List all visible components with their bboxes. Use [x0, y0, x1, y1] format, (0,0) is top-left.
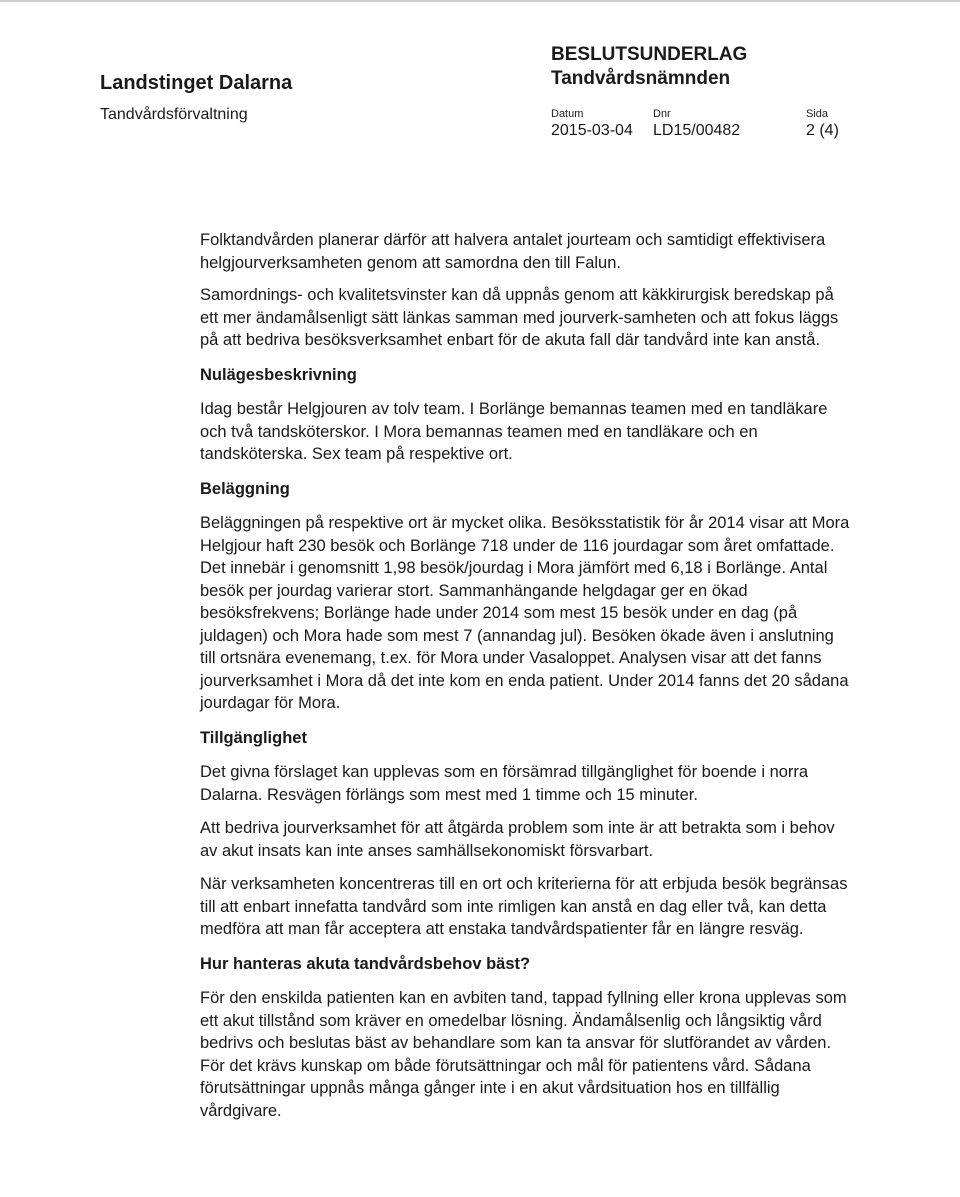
page-label: Sida: [806, 108, 829, 120]
paragraph-samordning: Samordnings- och kvalitetsvinster kan då uppnås genom att käkkirurgisk beredskap på ett mer ändamålsenligt sätt länkas samman med jourverk-samheten och att fokus läggs på att bedriva besöksverksamhet enbart för de akuta fall där tandvård inte kan anstå.: [200, 286, 839, 349]
document-type: BESLUTSUNDERLAG: [551, 44, 748, 65]
paragraph-tillganglighet-3: När verksamheten koncentreras till en ort och kriterierna för att erbjuda besök begränsas till att enbart innefatta tandvård som inte rimligen kan anstå en dag eller två, kan detta medföra att man får acceptera att enstaka tandvårdspatienter får en längre resväg.: [200, 875, 848, 938]
paragraph-akuta-tandvardsbehov: För den enskilda patienten kan en avbiten tand, tappad fyllning eller krona upplevas som ett akut tillstånd som kräver en omedelbar lösning. Ändamålsenlig och långsiktig vård bedrivs och beslutas bäst av behandlare som kan ta ansvar för slutförandet av vården. För det krävs kunskap om både förutsättningar och mål för patientens vård. Sådana förutsättningar uppnås många gånger inte i en akut vårdsituation hos en tillfällig vårdgivare.: [200, 989, 847, 1120]
date-label: Datum: [551, 108, 584, 120]
paragraph-tillganglighet-1: Det givna förslaget kan upplevas som en försämrad tillgänglighet för boende i norra Dalarna. Resvägen förlängs som mest med 1 timme och 15 minuter.: [200, 763, 809, 804]
board-name: Tandvårdsnämnden: [551, 68, 731, 89]
department-name: Tandvårdsförvaltning: [100, 106, 248, 123]
page-top-border: [0, 0, 960, 2]
date-value: 2015-03-04: [551, 122, 633, 139]
paragraph-tillganglighet-2: Att bedriva jourverksamhet för att åtgärda problem som inte är att betrakta som i behov av akut insats kan inte anses samhällsekonomiskt försvarbart.: [200, 819, 835, 860]
heading-belaggning: Beläggning: [200, 479, 290, 498]
ref-value: LD15/00482: [653, 122, 741, 139]
organization-name: Landstinget Dalarna: [100, 72, 293, 94]
ref-label: Dnr: [653, 108, 671, 120]
paragraph-belaggning: Beläggningen på respektive ort är mycket olika. Besöksstatistik för år 2014 visar att Mora Helgjour haft 230 besök och Borlänge 718 under de 116 jourdagar som året omfattade. Det innebär i genomsnitt 1,98 besök/jourdag i Mora jämfört med 6,18 i Borlänge. Antal besök per jourdag varierar stort. Sammanhängande helgdagar ger en ökad besöksfrekvens; Borlänge hade under 2014 som mest 15 besök under en dag (på juldagen) och Mora hade som mest 7 (annandag jul). Besöken ökade även i anslutning till ortsnära evenemang, t.ex. för Mora under Vasaloppet. Analysen visar att det fanns jourverksamhet i Mora då det inte kom en enda patient. Under 2014 fanns det 20 sådana jourdagar för Mora.: [200, 514, 850, 712]
heading-akuta-tandvardsbehov: Hur hanteras akuta tandvårdsbehov bäst?: [200, 954, 531, 973]
document-body: [200, 229, 850, 1122]
heading-tillganglighet: Tillgänglighet: [200, 728, 307, 747]
heading-nulagesbeskrivning: Nulägesbeskrivning: [200, 365, 357, 384]
paragraph-nulagesbeskrivning: Idag består Helgjouren av tolv team. I Borlänge bemannas teamen med en tandläkare och två tandsköterskor. I Mora bemannas teamen med en tandläkare och en tandsköterska. Sex team på respektive ort.: [200, 400, 828, 463]
paragraph-halvera: Folktandvården planerar därför att halvera antalet jourteam och samtidigt effektivisera helgjourverksamheten genom att samordna den till Falun.: [200, 231, 826, 272]
page-value: 2 (4): [806, 122, 839, 139]
